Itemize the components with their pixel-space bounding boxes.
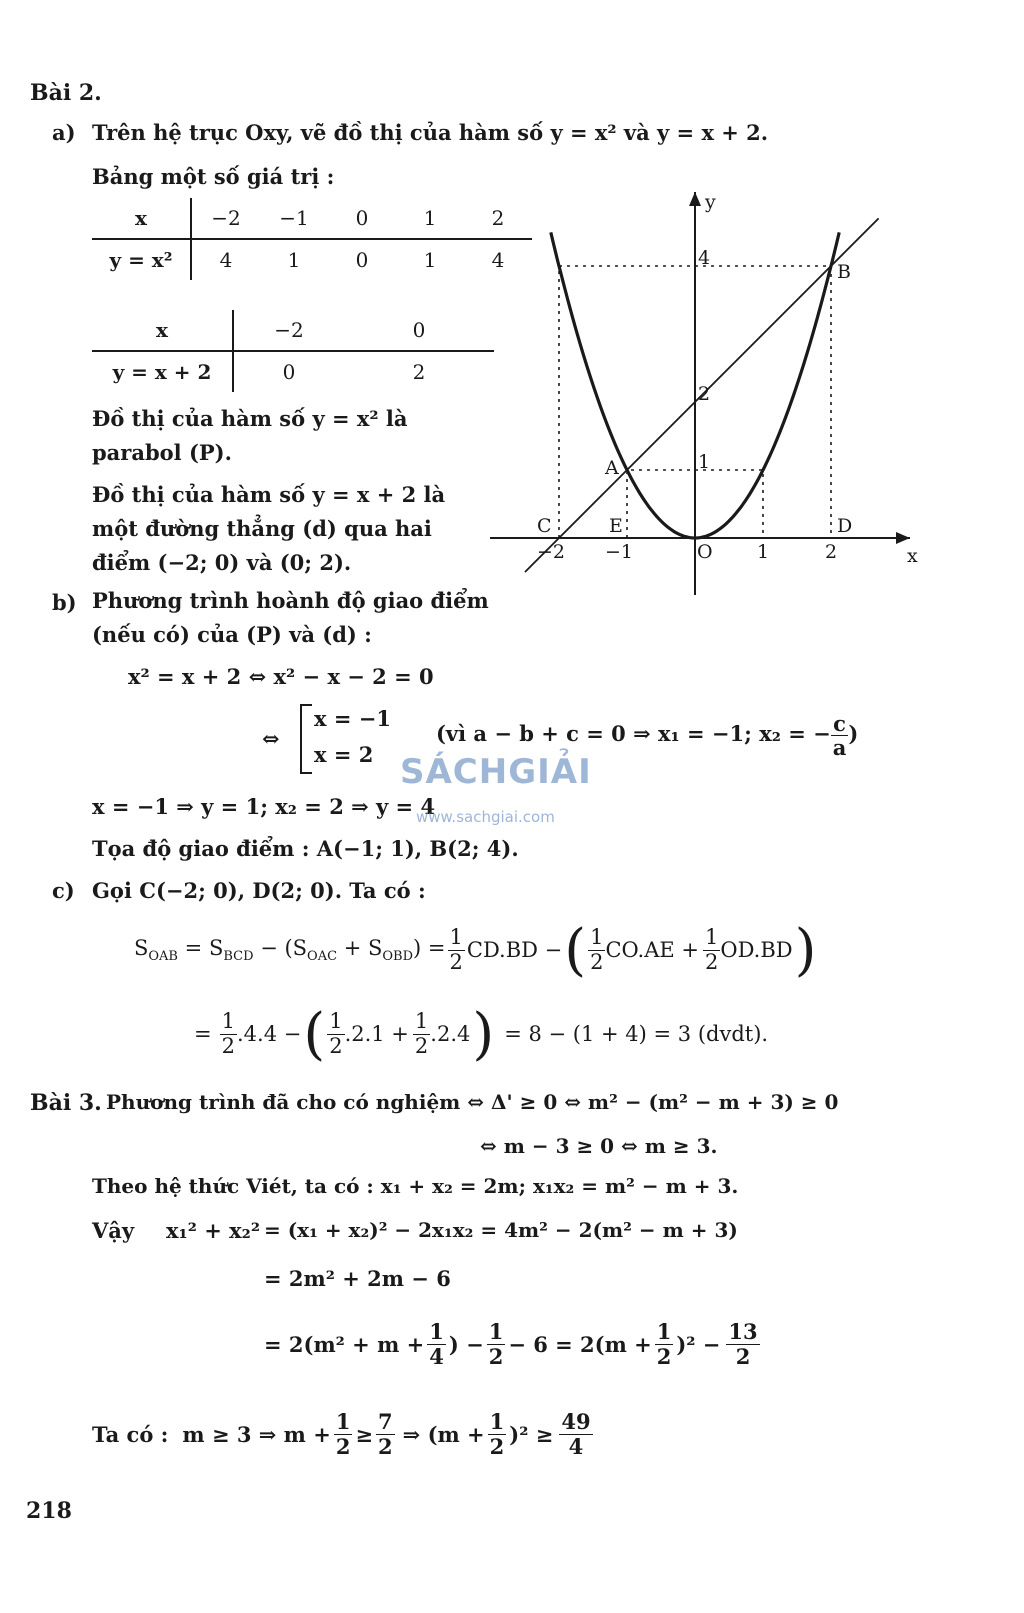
t1-x-header: x — [92, 198, 191, 239]
point-label-e: E — [609, 515, 623, 537]
t1-y-header: y = x² — [92, 239, 191, 280]
point-label-a: A — [605, 457, 619, 479]
watermark-brand: SÁCHGIẢI — [400, 752, 592, 792]
x-tick-label: −1 — [605, 541, 634, 563]
t1-y-cell: 4 — [219, 248, 233, 272]
case-1: x = −1 — [314, 706, 391, 731]
result-2: = 2m² + 2m − 6 — [264, 1266, 451, 1291]
value-table-1 — [92, 198, 532, 280]
part-a-text: Trên hệ trục Oxy, vẽ đồ thị của hàm số y = x² và y = x + 2. — [92, 120, 769, 145]
bai2-heading: Bài 2. — [30, 80, 102, 106]
case-bracket — [300, 704, 312, 774]
result-1: = (x₁ + x₂)² − 2x₁x₂ = 4m² − 2(m² − m + 3) — [264, 1218, 738, 1242]
origin-label: O — [697, 541, 713, 563]
p2-line3: điểm (−2; 0) và (0; 2). — [92, 550, 352, 575]
vay-label: Vậy — [92, 1218, 135, 1243]
b-line1: Phương trình hoành độ giao điểm — [92, 588, 489, 613]
x-axis-label: x — [907, 545, 918, 567]
page-number: 218 — [26, 1498, 72, 1524]
x-tick-label: 1 — [757, 541, 770, 563]
t1-y-cell: 0 — [355, 248, 369, 272]
equation-2-arrow: ⇔ — [262, 726, 280, 751]
point-label-d: D — [837, 515, 853, 537]
p2-line2: một đường thẳng (d) qua hai — [92, 516, 432, 541]
y-axis-arrow — [689, 192, 701, 206]
viet-line: Theo hệ thức Viét, ta có : x₁ + x₂ = 2m; x₁x₂ = m² − m + 3. — [92, 1174, 739, 1198]
p1-line1: Đồ thị của hàm số y = x² là — [92, 406, 408, 431]
t1-x-cell: 2 — [464, 198, 532, 239]
t1-x-cell: −2 — [191, 198, 260, 239]
t2-y-cell: 0 — [282, 360, 296, 384]
area-formula-row2: = $\frac{1}{2}$ .4.4 − ( $\frac{1}{2}$ .2.1 + $\frac{1}{2}$ .2.4 ) = 8 − (1 + 4) = 3 (dvdt). — [194, 1001, 769, 1067]
b-line2: (nếu có) của (P) và (d) : — [92, 622, 372, 647]
t1-x-cell: −1 — [260, 198, 328, 239]
x-tick-label: 2 — [825, 541, 838, 563]
x-tick-label: −2 — [537, 541, 566, 563]
bai3-line1: Phương trình đã cho có nghiệm ⇔ Δ' ≥ 0 ⇔ m² − (m² − m + 3) ≥ 0 — [106, 1090, 839, 1114]
equation-1: x² = x + 2 ⇔ x² − x − 2 = 0 — [128, 664, 434, 689]
t1-x-cell: 0 — [328, 198, 396, 239]
t2-y-header: y = x + 2 — [92, 351, 233, 392]
t1-y-cell: 1 — [423, 248, 437, 272]
t1-x-cell: 1 — [396, 198, 464, 239]
final-inequality: Ta có : m ≥ 3 ⇒ m + $\frac{1}{2}$ ≥ $\frac{7}{2}$ ⇒ (m + $\frac{1}{2}$ )² ≥ $\frac{49}{4}$ — [92, 1409, 591, 1459]
table-intro: Bảng một số giá trị : — [92, 164, 335, 189]
p1-line2: parabol (P). — [92, 440, 232, 465]
area-formula-row1: $S_{OAB} = S_{BCD} - (S_{OAC} + S_{OBD})$ = $\frac{1}{2}$ CD.BD − ( $\frac{1}{2}$ CO.AE + $\frac{1}{2}$ OD.BD ) — [134, 917, 817, 983]
part-a-label: a) — [52, 120, 76, 145]
intersection-coords: Tọa độ giao điểm : A(−1; 1), B(2; 4). — [92, 836, 519, 861]
bai3-heading: Bài 3. — [30, 1090, 102, 1116]
point-label-b: B — [837, 261, 851, 283]
part-c-text: Gọi C(−2; 0), D(2; 0). Ta có : — [92, 878, 426, 903]
bai3-line2: ⇔ m − 3 ≥ 0 ⇔ m ≥ 3. — [480, 1134, 718, 1158]
result-3: = 2(m² + m + $\frac{1}{4}$ ) − $\frac{1}{2}$ − 6 = 2(m + $\frac{1}{2}$ )² − $\frac{13}{2}$ — [264, 1319, 758, 1369]
t1-y-cell: 4 — [491, 248, 505, 272]
y-tick-label: 4 — [698, 247, 711, 269]
part-c-label: c) — [52, 878, 75, 903]
t2-x-header: x — [92, 310, 233, 351]
part-b-label: b) — [52, 590, 77, 615]
sum-squares: x₁² + x₂² — [166, 1218, 261, 1243]
y-tick-label: 2 — [698, 383, 711, 405]
point-label-c: C — [537, 515, 552, 537]
t2-x-cell: −2 — [233, 310, 344, 351]
t2-y-cell: 2 — [412, 360, 426, 384]
y-tick-label: 1 — [698, 451, 711, 473]
y-axis-label: y — [705, 191, 716, 213]
equation-3: x = −1 ⇒ y = 1; x₂ = 2 ⇒ y = 4 — [92, 794, 436, 819]
value-table-2 — [92, 310, 494, 392]
t2-x-cell: 0 — [344, 310, 494, 351]
t1-y-cell: 1 — [287, 248, 301, 272]
x-axis-arrow — [896, 532, 910, 544]
watermark-url: www.sachgiai.com — [416, 808, 555, 826]
case-2: x = 2 — [314, 742, 374, 767]
equation-2-note: (vì a − b + c = 0 ⇒ x₁ = −1; x₂ = − $\frac{c}{a}$ ) — [436, 711, 859, 761]
graph-parabola-line — [480, 180, 920, 610]
p2-line1: Đồ thị của hàm số y = x + 2 là — [92, 482, 446, 507]
